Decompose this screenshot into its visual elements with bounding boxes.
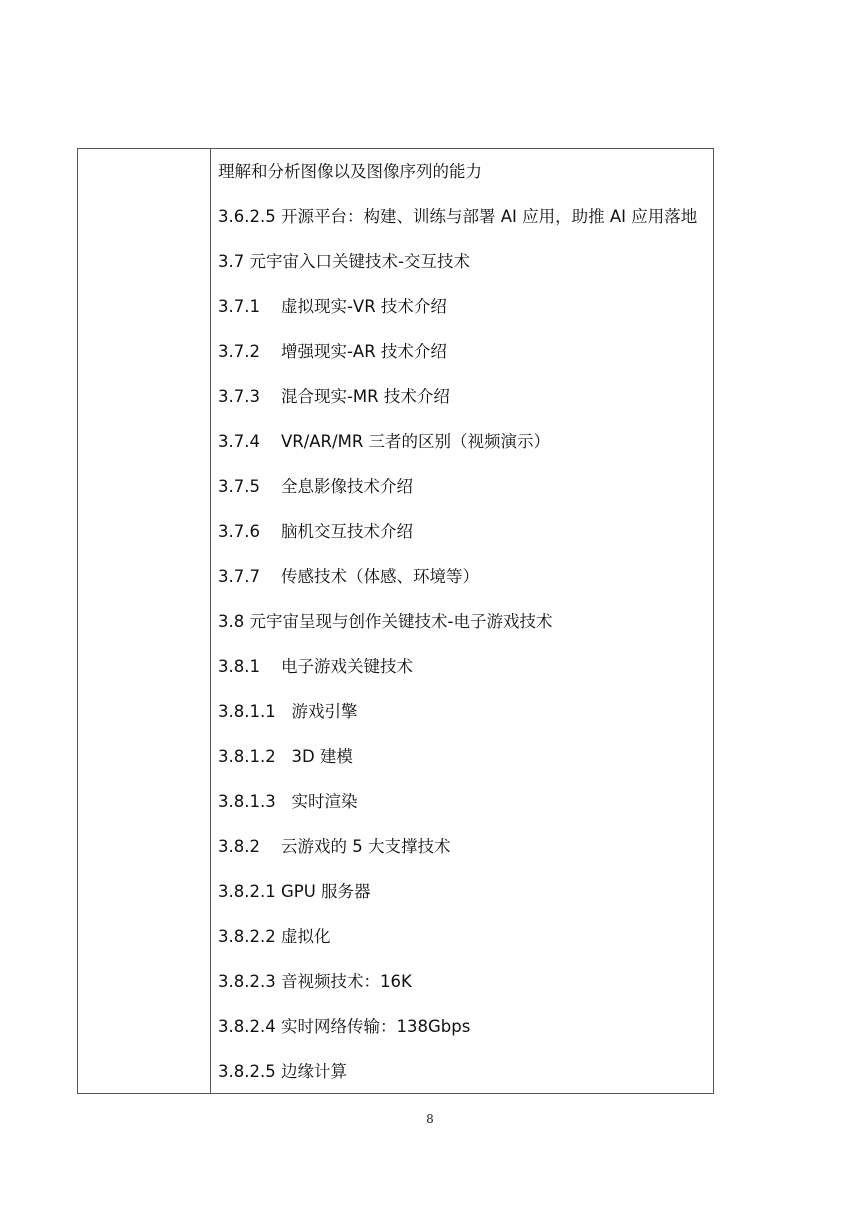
outline-line: 3.7.6 脑机交互技术介绍 bbox=[218, 522, 413, 541]
outline-line: 3.6.2.5 开源平台：构建、训练与部署 AI 应用，助推 AI 应用落地 bbox=[218, 207, 698, 226]
outline-line: 3.7.2 增强现实-AR 技术介绍 bbox=[218, 342, 447, 361]
outline-line: 3.8.1.2 3D 建模 bbox=[218, 747, 353, 766]
table-left-cell bbox=[78, 149, 211, 1093]
outline-line: 3.8.2.2 虚拟化 bbox=[218, 927, 331, 946]
outline-line: 3.7.5 全息影像技术介绍 bbox=[218, 477, 413, 496]
page-number: 8 bbox=[426, 1112, 434, 1126]
outline-line: 3.7.4 VR/AR/MR 三者的区别（视频演示） bbox=[218, 432, 551, 451]
outline-line: 3.8.1.1 游戏引擎 bbox=[218, 702, 358, 721]
outline-line: 3.8.2.1 GPU 服务器 bbox=[218, 882, 371, 901]
outline-line: 3.8.1 电子游戏关键技术 bbox=[218, 657, 413, 676]
outline-line: 3.8.2 云游戏的 5 大支撑技术 bbox=[218, 837, 451, 856]
outline-line: 3.7.7 传感技术（体感、环境等） bbox=[218, 567, 479, 586]
outline-line: 3.7 元宇宙入口关键技术-交互技术 bbox=[218, 252, 470, 271]
outline-line: 3.8.2.3 音视频技术：16K bbox=[218, 972, 412, 991]
outline-line: 理解和分析图像以及图像序列的能力 bbox=[218, 162, 482, 181]
outline-line: 3.8.2.5 边缘计算 bbox=[218, 1062, 347, 1081]
outline-line: 3.8.1.3 实时渲染 bbox=[218, 792, 358, 811]
outline-line: 3.7.1 虚拟现实-VR 技术介绍 bbox=[218, 297, 447, 316]
outline-line: 3.8.2.4 实时网络传输：138Gbps bbox=[218, 1017, 471, 1036]
outline-line: 3.7.3 混合现实-MR 技术介绍 bbox=[218, 387, 450, 406]
outline-line: 3.8 元宇宙呈现与创作关键技术-电子游戏技术 bbox=[218, 612, 553, 631]
